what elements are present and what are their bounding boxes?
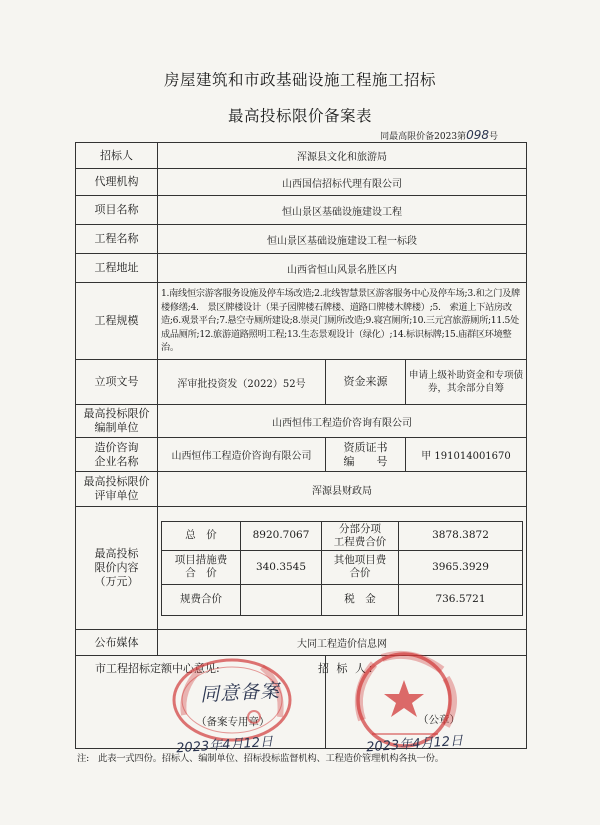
- consulting-label-line2: 企业名称: [94, 454, 139, 468]
- left-signature-date: 2023年4月12日: [175, 734, 274, 757]
- cert-label-line2: 编 号: [343, 454, 388, 468]
- price-content-cell: [158, 507, 527, 630]
- row-approval: [76, 360, 527, 405]
- other-label-line1: 其他项目费: [333, 554, 387, 566]
- row-compiler: [76, 405, 527, 438]
- consulting-label: [76, 438, 158, 472]
- reference-suffix: 号: [488, 132, 498, 142]
- compiler-label-line2: 编制单位: [94, 421, 139, 434]
- engineering-name-value: 恒山景区基础设施建设工程一标段: [158, 225, 527, 254]
- fees-value: [241, 584, 322, 615]
- engineering-name-label: 工程名称: [76, 225, 158, 254]
- reference-prefix: 同最高限价备2023第: [380, 132, 467, 142]
- approval-center-opinion: 市工程招标定额中心意见:: [95, 662, 220, 675]
- project-name-value: 恒山景区基础设施建设工程: [158, 196, 527, 225]
- tenderer-label: 招标人: [76, 143, 158, 169]
- row-project-name: [76, 196, 527, 225]
- price-row-3: [162, 584, 523, 615]
- reviewer-label-line1: 最高投标限价: [83, 475, 150, 488]
- engineering-address-label: 工程地址: [76, 254, 158, 283]
- row-consulting: [76, 438, 527, 472]
- consulting-value: 山西恒伟工程造价咨询有限公司: [158, 438, 326, 472]
- document-title: 房屋建筑和市政基础设施工程施工招标: [163, 71, 436, 89]
- reviewer-value: 浑源县财政局: [158, 472, 527, 507]
- scope-value: 1.南线恒宗游客服务设施及停车场改造;2.北线智慧景区游客服务中心及停车场;3.和之门及牌楼修缮;4. 景区牌楼设计（果子园牌楼石牌楼、道路口牌楼木牌楼）;5. 索道上下站房改造;6.观景平台;7.悬空寺厕所建设;8.崇灵门厕所改造;9.寝宫厕所;10.三元宫旅游厕所;11.5处成品厕所;12.旅游道路照明工程;13.生态景观设计（绿化）;14.标识标牌;15.庙群区环境整治。: [158, 283, 527, 360]
- subitem-value: 3878.3872: [399, 521, 523, 550]
- cert-label: [326, 438, 406, 472]
- scope-label: 工程规模: [76, 283, 158, 360]
- compiler-value: 山西恒伟工程造价咨询有限公司: [158, 405, 527, 438]
- reference-number: [380, 128, 498, 142]
- row-reviewer: [76, 472, 527, 507]
- subitem-label-line2: 工程费合价: [333, 535, 387, 548]
- row-agency: [76, 169, 527, 196]
- official-seal-note: （公章）: [418, 714, 460, 726]
- row-price-content: [76, 507, 527, 630]
- fees-label: 规费合价: [162, 584, 241, 615]
- cert-label-line1: 资质证书: [343, 440, 388, 454]
- tenderer-signature-label: 招 标 人：: [318, 662, 381, 675]
- price-label-line2: 限价内容: [94, 561, 139, 574]
- row-engineering-name: [76, 225, 527, 254]
- handwritten-approval: 同意备案: [199, 679, 281, 707]
- measures-label: [162, 550, 241, 584]
- funding-value: 申请上级补助资金和专项债券，其余部分自筹: [406, 360, 527, 405]
- price-row-1: [162, 521, 523, 550]
- media-value: 大同工程造价信息网: [158, 630, 527, 656]
- engineering-address-value: 山西省恒山风景名胜区内: [158, 254, 527, 283]
- row-engineering-address: [76, 254, 527, 283]
- subitem-label: [322, 521, 399, 550]
- reference-handwritten-number: 098: [466, 128, 489, 142]
- approval-label: 立项文号: [76, 360, 158, 405]
- tenderer-value: 浑源县文化和旅游局: [158, 143, 527, 169]
- agency-label: 代理机构: [76, 169, 158, 196]
- price-subtable: [161, 521, 523, 616]
- row-tenderer: [76, 143, 527, 169]
- cert-value: 甲 191014001670: [406, 438, 527, 472]
- reviewer-label: [76, 472, 158, 507]
- agency-value: 山西国信招标代理有限公司: [158, 169, 527, 196]
- other-label: [322, 550, 399, 584]
- funding-label: 资金来源: [326, 360, 406, 405]
- measures-label-line1: 项目措施费: [174, 554, 228, 566]
- compiler-label: [76, 405, 158, 438]
- measures-value: 340.3545: [241, 550, 322, 584]
- price-content-label: [76, 507, 158, 630]
- measures-label-line2: 合 价: [185, 567, 217, 579]
- consulting-label-line1: 造价咨询: [94, 440, 139, 454]
- total-label: 总 价: [162, 521, 241, 550]
- other-value: 3965.3929: [399, 550, 523, 584]
- row-scope: [76, 283, 527, 360]
- price-label-line3: （万元）: [94, 575, 139, 588]
- subitem-label-line1: 分部分项: [339, 522, 381, 535]
- total-value: 8920.7067: [241, 521, 322, 550]
- filing-seal-note: （备案专用章）: [196, 716, 270, 728]
- footnote: 注: 此表一式四份。招标人、编制单位、招标投标监督机构、工程造价管理机构各执一份。: [77, 753, 444, 764]
- media-label: 公布媒体: [76, 630, 158, 656]
- approval-value: 浑审批投资发（2022）52号: [158, 360, 326, 405]
- tax-value: 736.5721: [399, 584, 523, 615]
- tax-label: 税 金: [322, 584, 399, 615]
- other-label-line2: 合价: [349, 567, 371, 579]
- document-subtitle: 最高投标限价备案表: [227, 107, 372, 125]
- price-label-line1: 最高投标: [94, 547, 139, 560]
- price-row-2: [162, 550, 523, 584]
- reviewer-label-line2: 评审单位: [94, 489, 139, 502]
- right-signature-date: 2023年4月12日: [365, 733, 464, 756]
- project-name-label: 项目名称: [76, 196, 158, 225]
- compiler-label-line1: 最高投标限价: [83, 407, 150, 420]
